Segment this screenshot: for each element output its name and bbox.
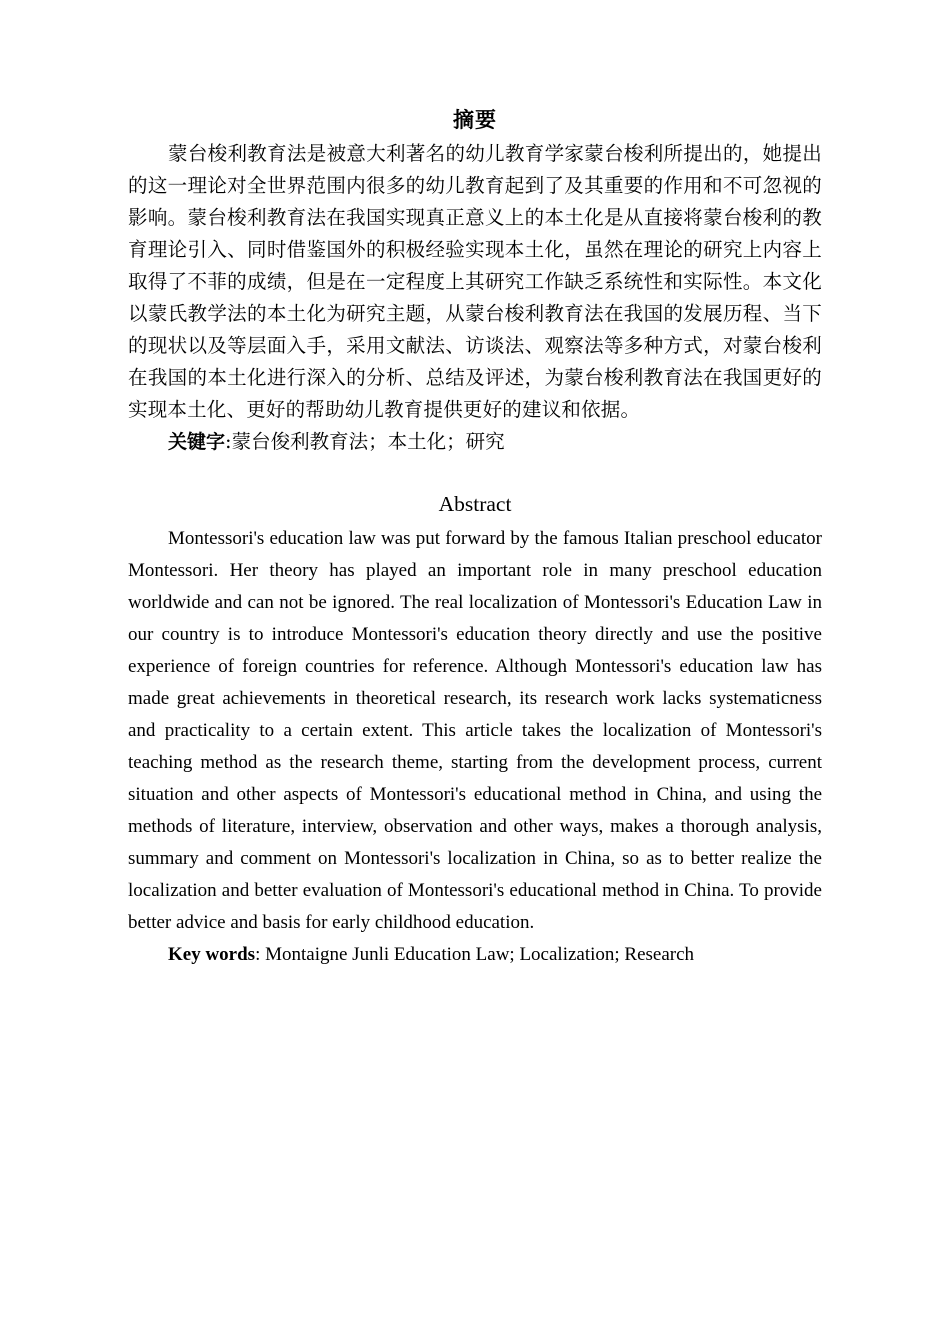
section-spacer [128, 458, 822, 487]
chinese-keywords-line [128, 426, 822, 458]
english-keywords-line [128, 939, 822, 971]
chinese-abstract-heading: 摘要 [453, 108, 497, 132]
english-keywords-value: Montaigne Junli Education Law; Localization; Research [265, 944, 695, 965]
chinese-keywords-value: 蒙台俊利教育法；本土化；研究 [231, 430, 505, 453]
english-abstract-heading: Abstract [438, 492, 512, 516]
english-abstract-body: Montessori's education law was put forward by the famous Italian preschool educator Montessori. Her theory has played an important role in many preschool education worldwide and can not be ignored. The real localization of Montessori's Education Law in our country is to introduce Montessori's education theory directly and use the positive experience of foreign countries for reference. Although Montessori's education law has made great achievements in theoretical research, its research work lacks systematicness and practicality to a certain extent. This article takes the localization of Montessori's teaching method as the research theme, starting from the development process, current situation and other aspects of Montessori's educational method in China, and using the methods of literature, interview, observation and other ways, makes a thorough analysis, summary and comment on Montessori's localization in China, so as to better realize the localization and better evaluation of Montessori's educational method in China. To provide better advice and basis for early childhood education. [128, 528, 822, 933]
english-keywords-label: Key words [168, 944, 256, 965]
english-keywords-separator: : [255, 944, 266, 965]
document-content [128, 104, 822, 971]
chinese-keywords-label: 关键字 [168, 431, 226, 453]
chinese-keywords-separator: : [225, 430, 232, 453]
chinese-abstract-body: 蒙台梭利教育法是被意大利著名的幼儿教育学家蒙台梭利所提出的，她提出的这一理论对全世界范围内很多的幼儿教育起到了及其重要的作用和不可忽视的影响。蒙台梭利教育法在我国实现真正意义上的本土化是从直接将蒙台梭利的教育理论引入、同时借鉴国外的积极经验实现本土化，虽然在理论的研究上内容上取得了不菲的成绩，但是在一定程度上其研究工作缺乏系统性和实际性。本文化以蒙氏教学法的本土化为研究主题，从蒙台梭利教育法在我国的发展历程、当下的现状以及等层面入手，采用文献法、访谈法、观察法等多种方式，对蒙台梭利在我国的本土化进行深入的分析、总结及评述，为蒙台梭利教育法在我国更好的实现本土化、更好的帮助幼儿教育提供更好的建议和依据。 [128, 142, 822, 421]
